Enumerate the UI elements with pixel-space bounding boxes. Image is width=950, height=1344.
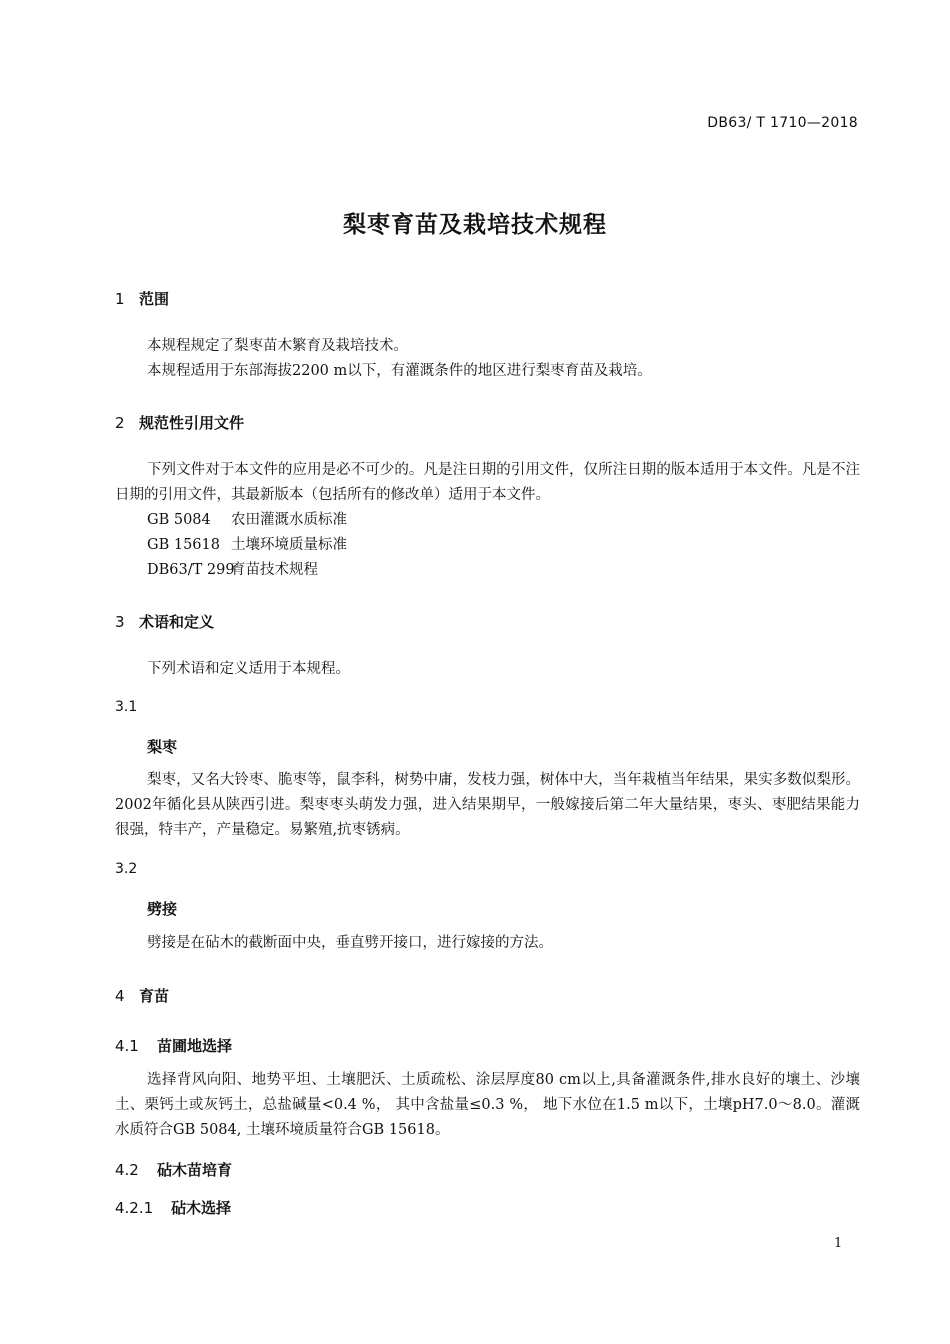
nursery-site-paragraph: 选择背风向阳、地势平坦、土壤肥沃、土质疏松、涂层厚度80 cm以上,具备灌溉条件,排水良好的壤土、沙壤土、栗钙土或灰钙土，总盐碱量<0.4 %， 其中含盐量≤0.3 %， 地下水位在1.5 m以下，土壤pH7.0～8.0。灌溉水质符合GB 5084, 土壤环境质量符合GB 15618。 [115,1072,860,1138]
section-2-heading [115,412,244,433]
reference-code: GB 5084 [147,512,211,528]
page-number: 1 [834,1236,843,1251]
reference-name: 土壤环境质量标准 [231,537,347,553]
reference-item [147,533,347,558]
section-title: 范围 [139,290,170,308]
subsection-title: 砧木苗培育 [157,1161,233,1179]
terms-intro: 下列术语和定义适用于本规程。 [147,661,350,677]
section-3-heading [115,611,214,632]
reference-item [147,508,347,533]
section-number: 1 [115,290,125,308]
scope-line: 本规程适用于东部海拔2200 m以下，有灌溉条件的地区进行梨枣育苗及栽培。 [147,363,652,379]
document-title: 梨枣育苗及栽培技术规程 [343,212,607,238]
standard-code: DB63/ T 1710—2018 [707,115,858,131]
section-title: 育苗 [139,987,170,1005]
term-definition: 劈接是在砧木的截断面中央，垂直劈开接口，进行嫁接的方法。 [147,935,553,951]
term-number: 3.2 [115,861,138,877]
subsection-4-2-heading [115,1159,232,1180]
subsection-title: 砧木选择 [171,1199,232,1217]
subsection-number: 4.1 [115,1037,139,1055]
section-title: 术语和定义 [139,613,215,631]
section-title: 规范性引用文件 [139,414,245,432]
subsection-number: 4.2 [115,1161,139,1179]
subsection-title: 苗圃地选择 [157,1037,233,1055]
reference-code: GB 15618 [147,537,220,553]
subsection-number: 4.2.1 [115,1199,154,1217]
references-paragraph: 下列文件对于本文件的应用是必不可少的。凡是注日期的引用文件，仅所注日期的版本适用于本文件。凡是不注日期的引用文件，其最新版本（包括所有的修改单）适用于本文件。 [115,462,860,503]
reference-code: DB63/T 299 [147,562,235,578]
term-name: 劈接 [147,900,178,918]
scope-line: 本规程规定了梨枣苗木繁育及栽培技术。 [147,338,408,354]
subsection-4-1-heading [115,1035,232,1056]
section-number: 4 [115,987,125,1005]
section-number: 3 [115,613,125,631]
reference-name: 农田灌溉水质标准 [231,512,347,528]
section-number: 2 [115,414,125,432]
section-1-heading [115,288,169,309]
term-definition: 梨枣，又名大铃枣、脆枣等，鼠李科，树势中庸，发枝力强，树体中大，当年栽植当年结果，果实多数似梨形。2002年循化县从陕西引进。梨枣枣头萌发力强，进入结果期早，一般嫁接后第二年大量结果，枣头、枣肥结果能力很强，特丰产，产量稳定。易繁殖,抗枣锈病。 [115,772,860,838]
reference-name: 育苗技术规程 [231,562,318,578]
reference-item [147,558,318,583]
term-name: 梨枣 [147,738,178,756]
subsection-4-2-1-heading [115,1197,231,1218]
term-number: 3.1 [115,699,138,715]
section-4-heading [115,985,169,1006]
